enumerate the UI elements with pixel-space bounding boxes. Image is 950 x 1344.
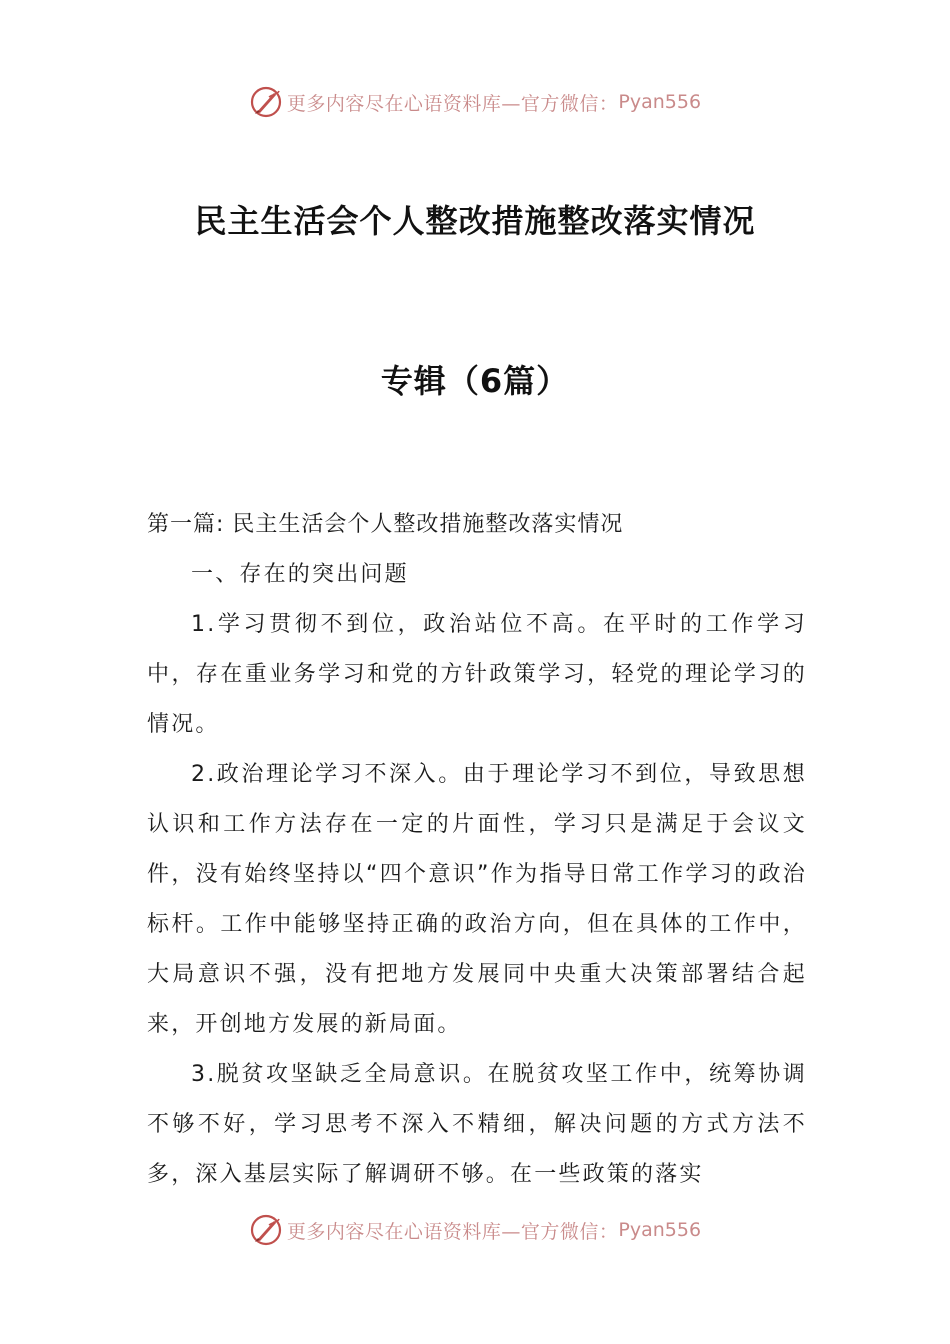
watermark-text: 更多内容尽在心语资料库—官方微信： — [286, 92, 619, 115]
paragraph-item-3: 3.脱贫攻坚缺乏全局意识。在脱贫攻坚工作中，统筹协调不够不好，学习思考不深入不精细，解决问题的方式方法不多，深入基层实际了解调研不够。在一些政策的落实 — [147, 1062, 807, 1187]
watermark-text: 更多内容尽在心语资料库—官方微信： — [286, 1220, 619, 1243]
header-watermark — [0, 82, 950, 122]
watermark-wechat-id: Pyan556 — [618, 91, 702, 113]
document-title-line1: 民主生活会个人整改措施整改落实情况 — [194, 202, 756, 240]
document-title-line2: 专辑（6篇） — [380, 362, 570, 400]
quill-pen-logo-icon — [249, 85, 283, 119]
section-heading: 第一篇: 民主生活会个人整改措施整改落实情况 — [147, 512, 624, 537]
watermark-wechat-id: Pyan556 — [618, 1219, 702, 1241]
quill-pen-logo-icon — [249, 1213, 283, 1247]
footer-watermark — [0, 1210, 950, 1250]
paragraph-problems-heading: 一、存在的突出问题 — [191, 562, 409, 587]
paragraph-item-1: 1.学习贯彻不到位，政治站位不高。在平时的工作学习中，存在重业务学习和党的方针政策学习，轻党的理论学习的情况。 — [147, 612, 807, 737]
paragraph-item-2: 2.政治理论学习不深入。由于理论学习不到位，导致思想认识和工作方法存在一定的片面性，学习只是满足于会议文件，没有始终坚持以“四个意识”作为指导日常工作学习的政治标杆。工作中能够坚持正确的政治方向，但在具体的工作中，大局意识不强，没有把地方发展同中央重大决策部署结合起来，开创地方发展的新局面。 — [147, 762, 807, 1037]
document-body — [147, 500, 807, 1200]
